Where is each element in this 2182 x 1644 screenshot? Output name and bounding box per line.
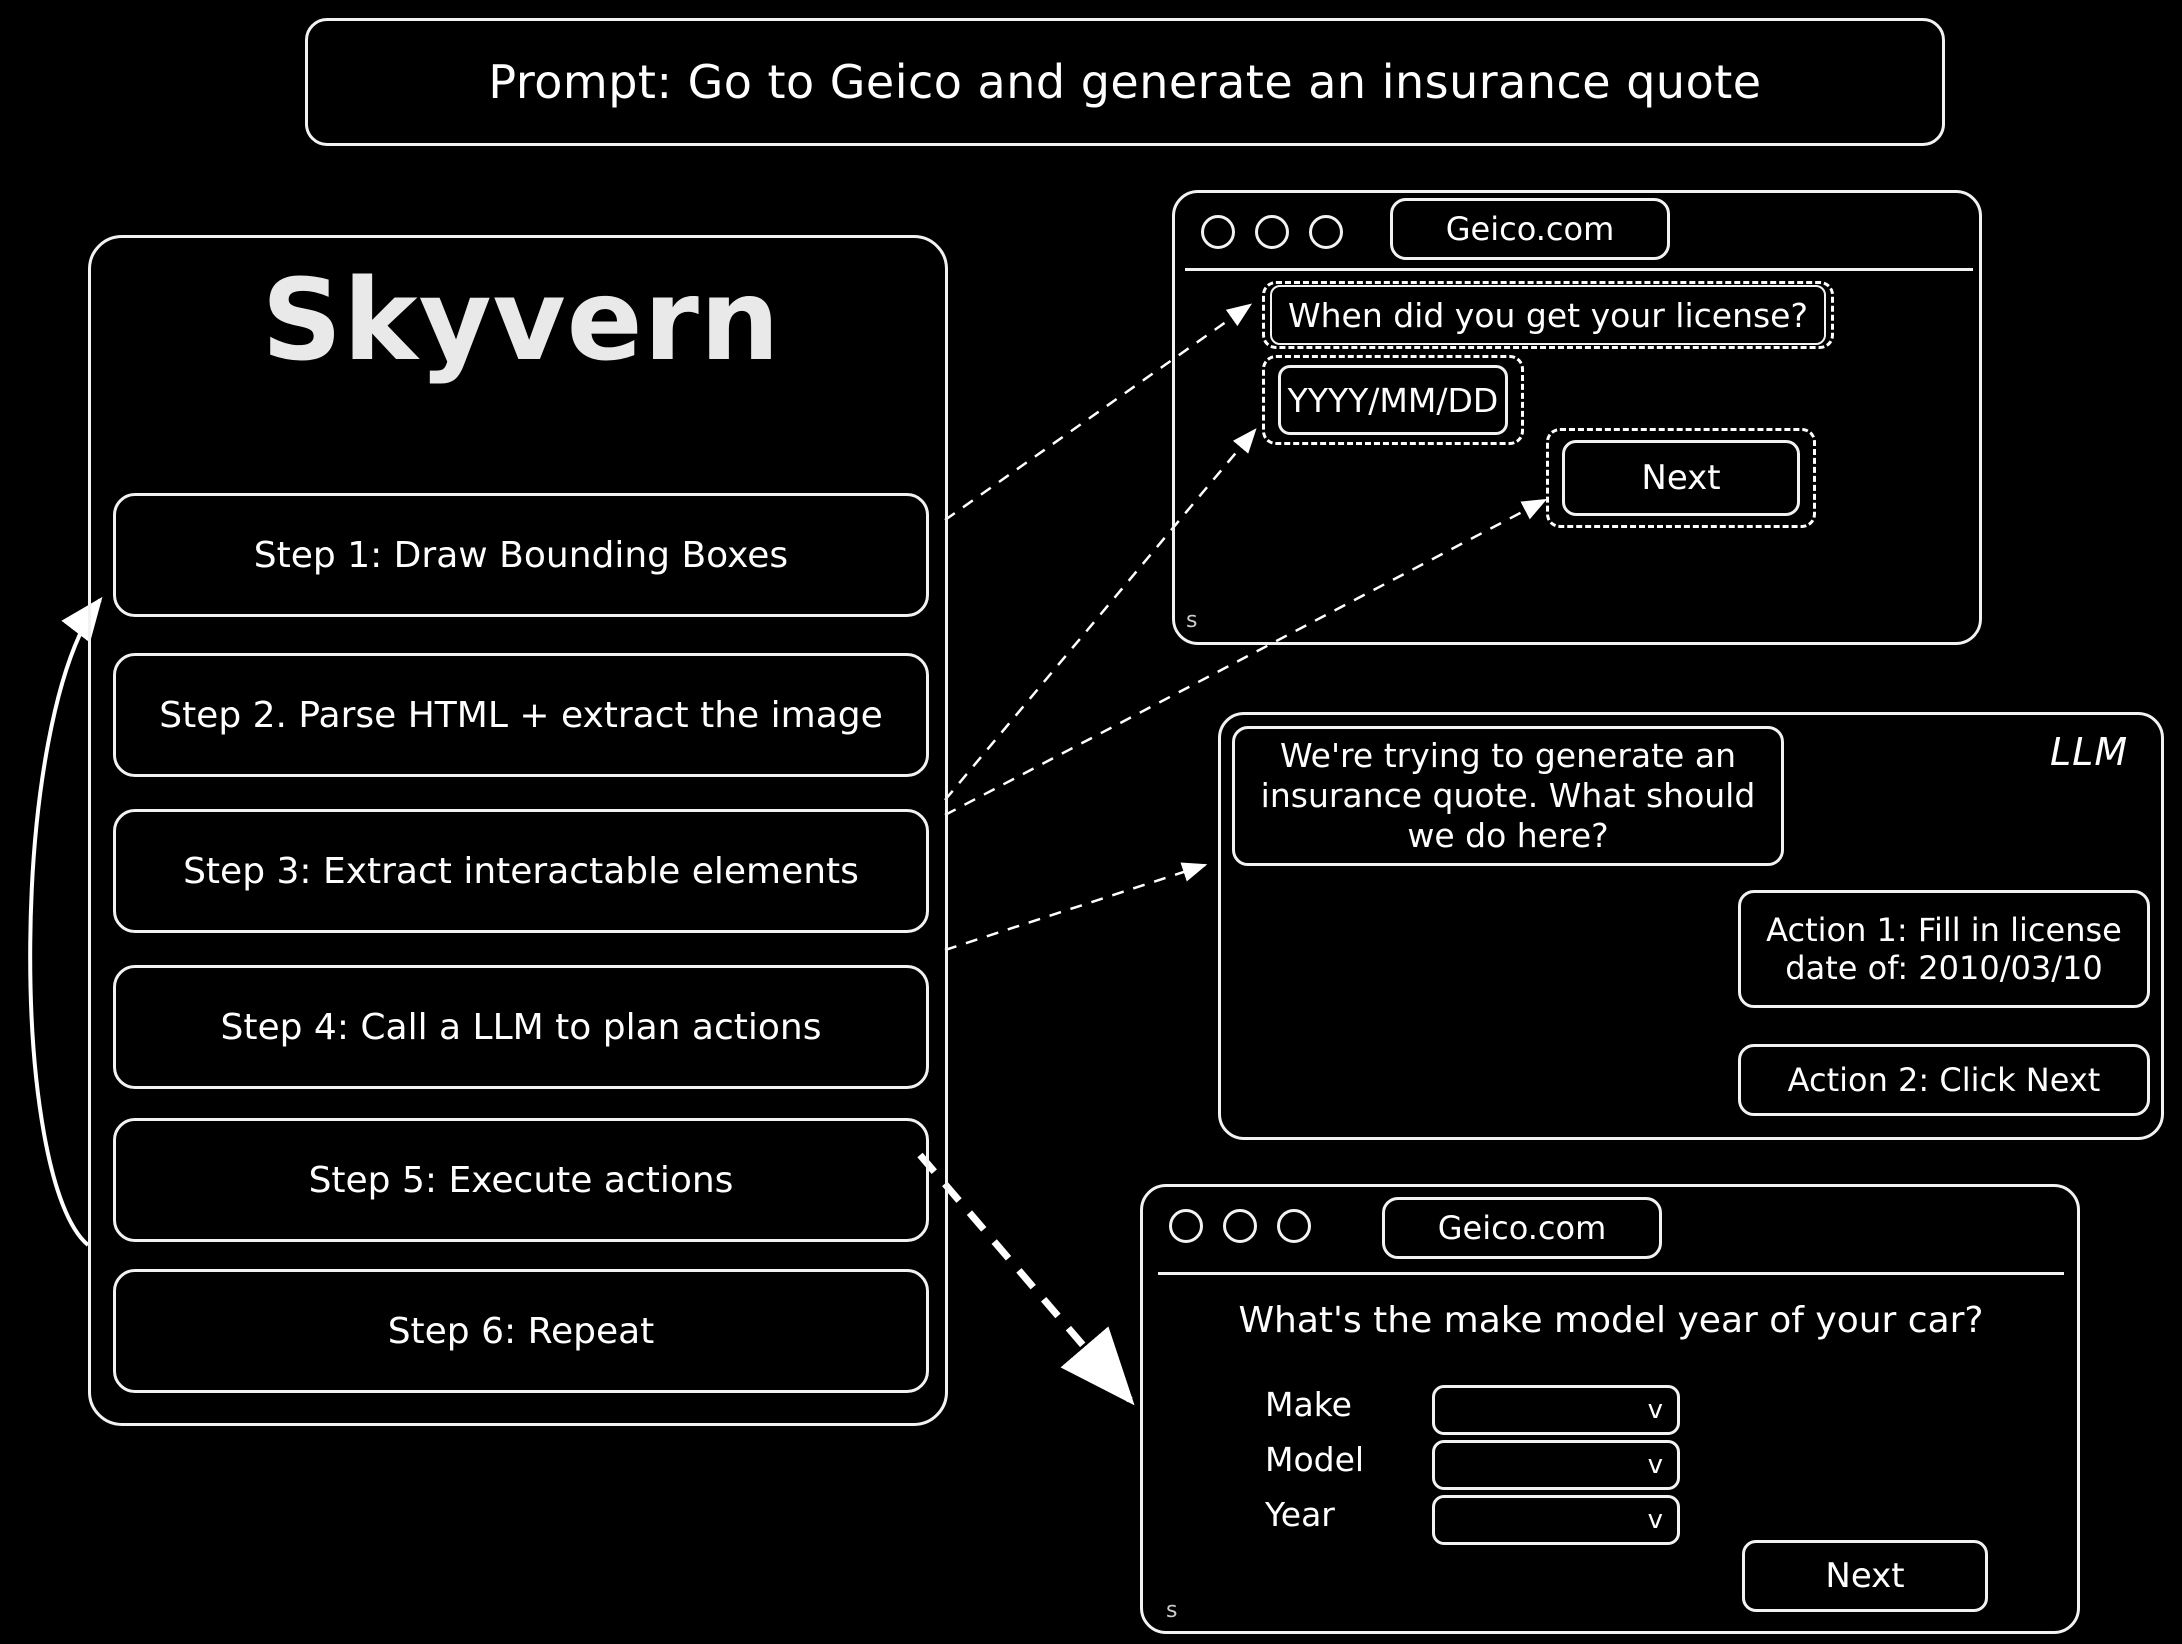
skyvern-panel — [88, 235, 948, 1426]
llm-question-text: We're trying to generate an insurance quote. What should we do here? — [1260, 735, 1756, 856]
license-date-input[interactable] — [1278, 365, 1508, 435]
step-label: Step 4: Call a LLM to plan actions — [220, 1006, 822, 1048]
step-label: Step 3: Extract interactable elements — [183, 850, 859, 892]
skyvern-title: Skyvern — [261, 256, 781, 386]
next-button-car[interactable] — [1742, 1540, 1988, 1612]
window-controls — [1169, 1209, 1311, 1243]
llm-action-1 — [1738, 890, 2150, 1008]
url-bar-license[interactable] — [1390, 198, 1670, 260]
corner-mark-license: s — [1186, 608, 1198, 633]
step-item-1[interactable] — [113, 493, 929, 617]
corner-mark-car: s — [1166, 1598, 1178, 1623]
car-question — [1158, 1300, 2064, 1341]
browser-divider — [1158, 1272, 2064, 1275]
minimize-dot-icon[interactable] — [1255, 215, 1289, 249]
year-label: Year — [1265, 1495, 1335, 1534]
browser-divider — [1185, 268, 1973, 271]
maximize-dot-icon[interactable] — [1309, 215, 1343, 249]
model-select[interactable] — [1432, 1440, 1680, 1490]
llm-question-bubble — [1232, 726, 1784, 866]
next-button-label: Next — [1641, 458, 1721, 498]
llm-label: LLM — [2050, 730, 2129, 774]
step-item-6[interactable] — [113, 1269, 929, 1393]
step-item-4[interactable] — [113, 965, 929, 1089]
maximize-dot-icon[interactable] — [1277, 1209, 1311, 1243]
step-label: Step 1: Draw Bounding Boxes — [253, 534, 789, 576]
llm-action-2 — [1738, 1044, 2150, 1116]
chevron-down-icon: v — [1647, 1505, 1663, 1535]
url-text: Geico.com — [1445, 210, 1615, 248]
next-button-license[interactable] — [1562, 440, 1800, 516]
step-item-3[interactable] — [113, 809, 929, 933]
license-question — [1270, 285, 1826, 345]
step-item-5[interactable] — [113, 1118, 929, 1242]
make-select[interactable] — [1432, 1385, 1680, 1435]
minimize-dot-icon[interactable] — [1223, 1209, 1257, 1243]
car-question-text: What's the make model year of your car? — [1238, 1300, 1984, 1341]
year-select[interactable] — [1432, 1495, 1680, 1545]
license-date-placeholder: YYYY/MM/DD — [1287, 380, 1499, 420]
llm-action-2-text: Action 2: Click Next — [1787, 1061, 2101, 1099]
window-controls — [1201, 215, 1343, 249]
close-dot-icon[interactable] — [1169, 1209, 1203, 1243]
url-bar-car[interactable] — [1382, 1197, 1662, 1259]
model-label: Model — [1265, 1440, 1365, 1479]
step-label: Step 5: Execute actions — [308, 1159, 734, 1201]
prompt-text: Prompt: Go to Geico and generate an insurance quote — [488, 55, 1762, 109]
step-label: Step 6: Repeat — [387, 1310, 655, 1352]
prompt-banner — [305, 18, 1945, 146]
next-button-label: Next — [1825, 1556, 1905, 1596]
license-question-text: When did you get your license? — [1287, 295, 1808, 335]
chevron-down-icon: v — [1647, 1395, 1663, 1425]
step-label: Step 2. Parse HTML + extract the image — [159, 694, 883, 736]
llm-action-1-text: Action 1: Fill in license date of: 2010/03/10 — [1766, 910, 2122, 987]
step-item-2[interactable] — [113, 653, 929, 777]
close-dot-icon[interactable] — [1201, 215, 1235, 249]
make-label: Make — [1265, 1385, 1352, 1424]
chevron-down-icon: v — [1647, 1450, 1663, 1480]
url-text: Geico.com — [1437, 1209, 1607, 1247]
